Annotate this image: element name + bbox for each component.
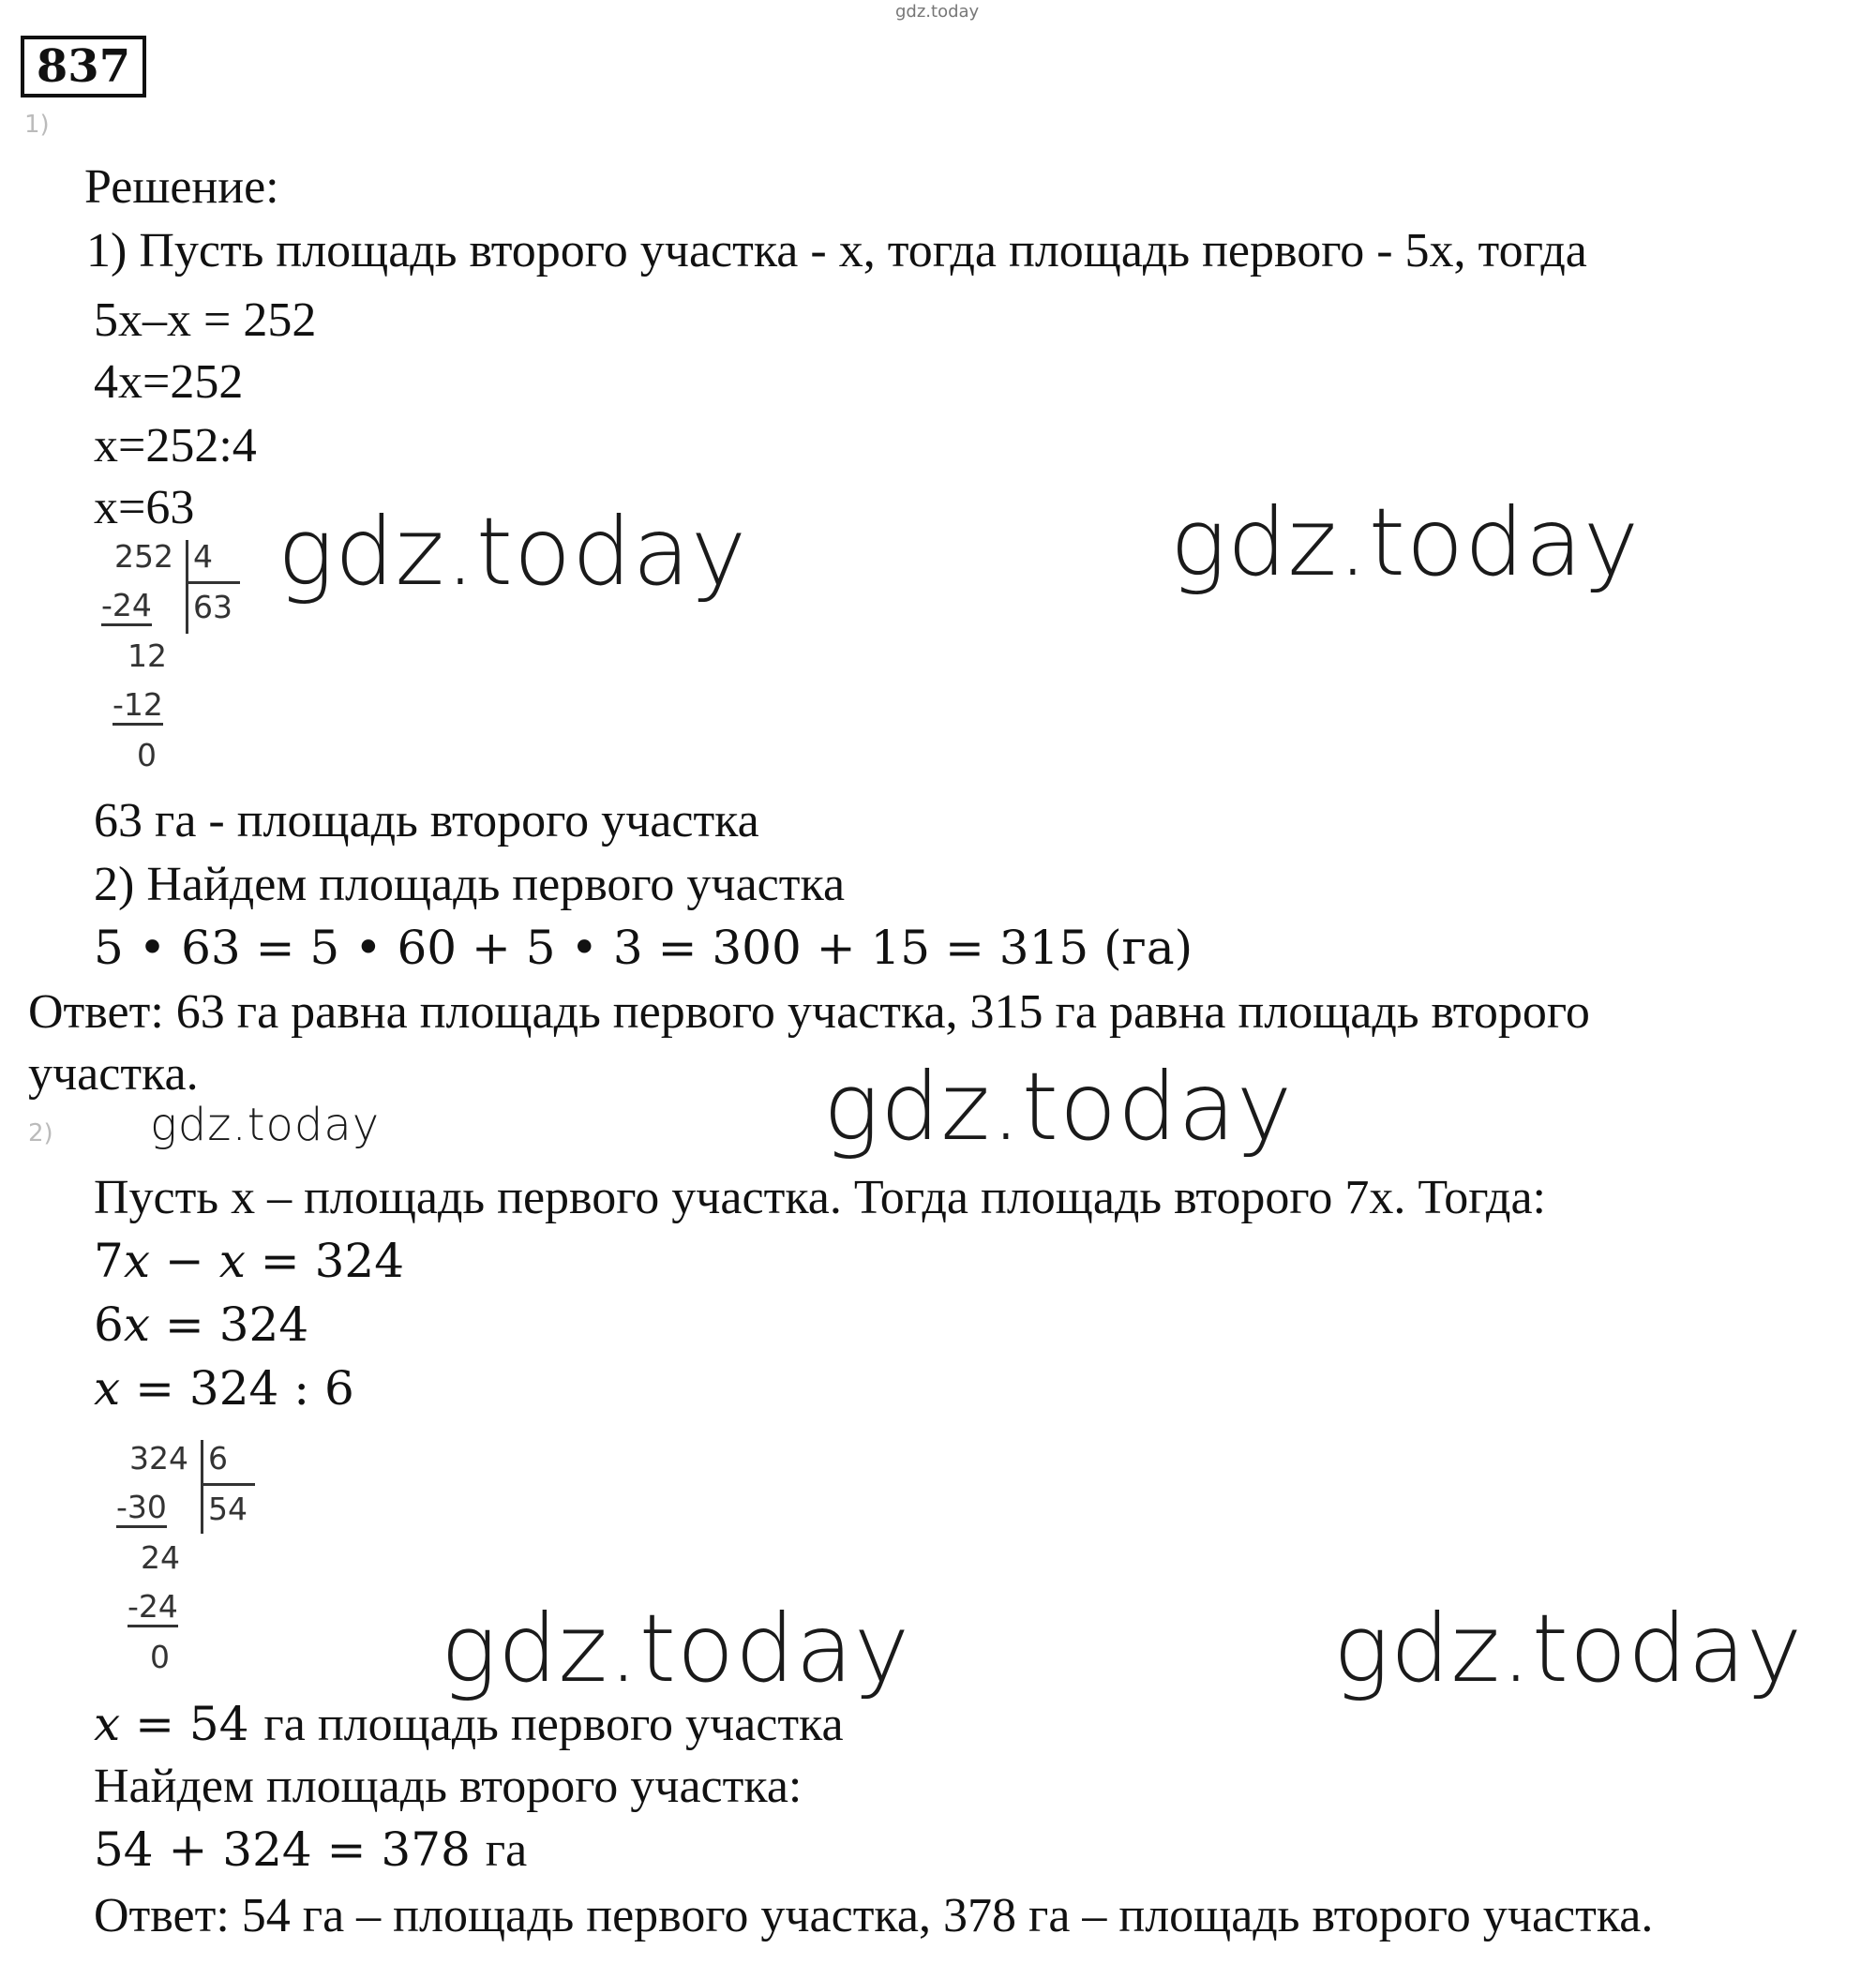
watermark-1: gdz.today bbox=[278, 497, 748, 607]
part2-step2: Найдем площадь второго участка: bbox=[94, 1760, 803, 1813]
part1-answer-line2: участка. bbox=[28, 1047, 199, 1101]
solution-heading: Решение: bbox=[84, 160, 279, 214]
part1-answer-line1: Ответ: 63 га равна площадь первого участка, 315 га равна площадь второго bbox=[28, 985, 1590, 1039]
problem-number: 837 bbox=[21, 36, 146, 97]
part1-eq4: x=63 bbox=[94, 481, 195, 534]
remainder-2: 0 bbox=[137, 737, 157, 773]
quotient: 54 bbox=[208, 1491, 248, 1527]
subtrahend-1: -30 bbox=[116, 1489, 167, 1528]
part1-calc: 5 • 63 = 5 • 60 + 5 • 3 = 300 + 15 = 315 (га) bbox=[94, 921, 1193, 975]
quotient: 63 bbox=[193, 589, 233, 625]
part1-label: 1) bbox=[24, 111, 50, 139]
top-watermark: gdz.today bbox=[895, 2, 980, 22]
part2-intro: Пусть x – площадь первого участка. Тогда площадь второго 7x. Тогда: bbox=[94, 1171, 1546, 1224]
part2-eq1: 7x − x = 324 bbox=[94, 1234, 405, 1288]
part2-result: x = 54 га площадь первого участка bbox=[94, 1697, 844, 1751]
part2-eq3: x = 324 : 6 bbox=[94, 1361, 354, 1416]
divisor: 6 bbox=[208, 1440, 228, 1477]
part1-eq3: x=252:4 bbox=[94, 419, 257, 472]
subtrahend-1: -24 bbox=[101, 587, 152, 626]
division-vertical-line bbox=[201, 1440, 203, 1534]
watermark-4: gdz.today bbox=[150, 1099, 381, 1151]
part2-label: 2) bbox=[28, 1119, 53, 1147]
watermark-5: gdz.today bbox=[441, 1594, 911, 1703]
dividend: 324 bbox=[129, 1440, 188, 1477]
division-horizontal-line bbox=[186, 581, 240, 584]
part1-line1: 1) Пусть площадь второго участка - x, тогда площадь первого - 5x, тогда bbox=[86, 224, 1587, 277]
division-vertical-line bbox=[186, 540, 188, 634]
watermark-3: gdz.today bbox=[823, 1052, 1294, 1162]
part2-answer: Ответ: 54 га – площадь первого участка, 378 га – площадь второго участка. bbox=[94, 1889, 1654, 1942]
part1-eq2: 4x=252 bbox=[94, 355, 244, 409]
remainder-1: 12 bbox=[128, 637, 167, 674]
watermark-2: gdz.today bbox=[1170, 487, 1641, 597]
part2-calc: 54 + 324 = 378 га bbox=[94, 1822, 528, 1877]
part2-eq2: 6x = 324 bbox=[94, 1297, 309, 1352]
subtrahend-2: -12 bbox=[113, 686, 163, 726]
part1-result: 63 га - площадь второго участка bbox=[94, 794, 759, 847]
part1-step2: 2) Найдем площадь первого участка bbox=[94, 858, 846, 911]
dividend: 252 bbox=[114, 538, 173, 575]
divisor: 4 bbox=[193, 538, 213, 575]
watermark-6: gdz.today bbox=[1333, 1594, 1804, 1703]
remainder-2: 0 bbox=[150, 1639, 170, 1675]
remainder-1: 24 bbox=[141, 1539, 180, 1576]
part1-eq1: 5x–x = 252 bbox=[94, 293, 317, 347]
subtrahend-2: -24 bbox=[128, 1588, 178, 1627]
division-horizontal-line bbox=[201, 1483, 255, 1486]
